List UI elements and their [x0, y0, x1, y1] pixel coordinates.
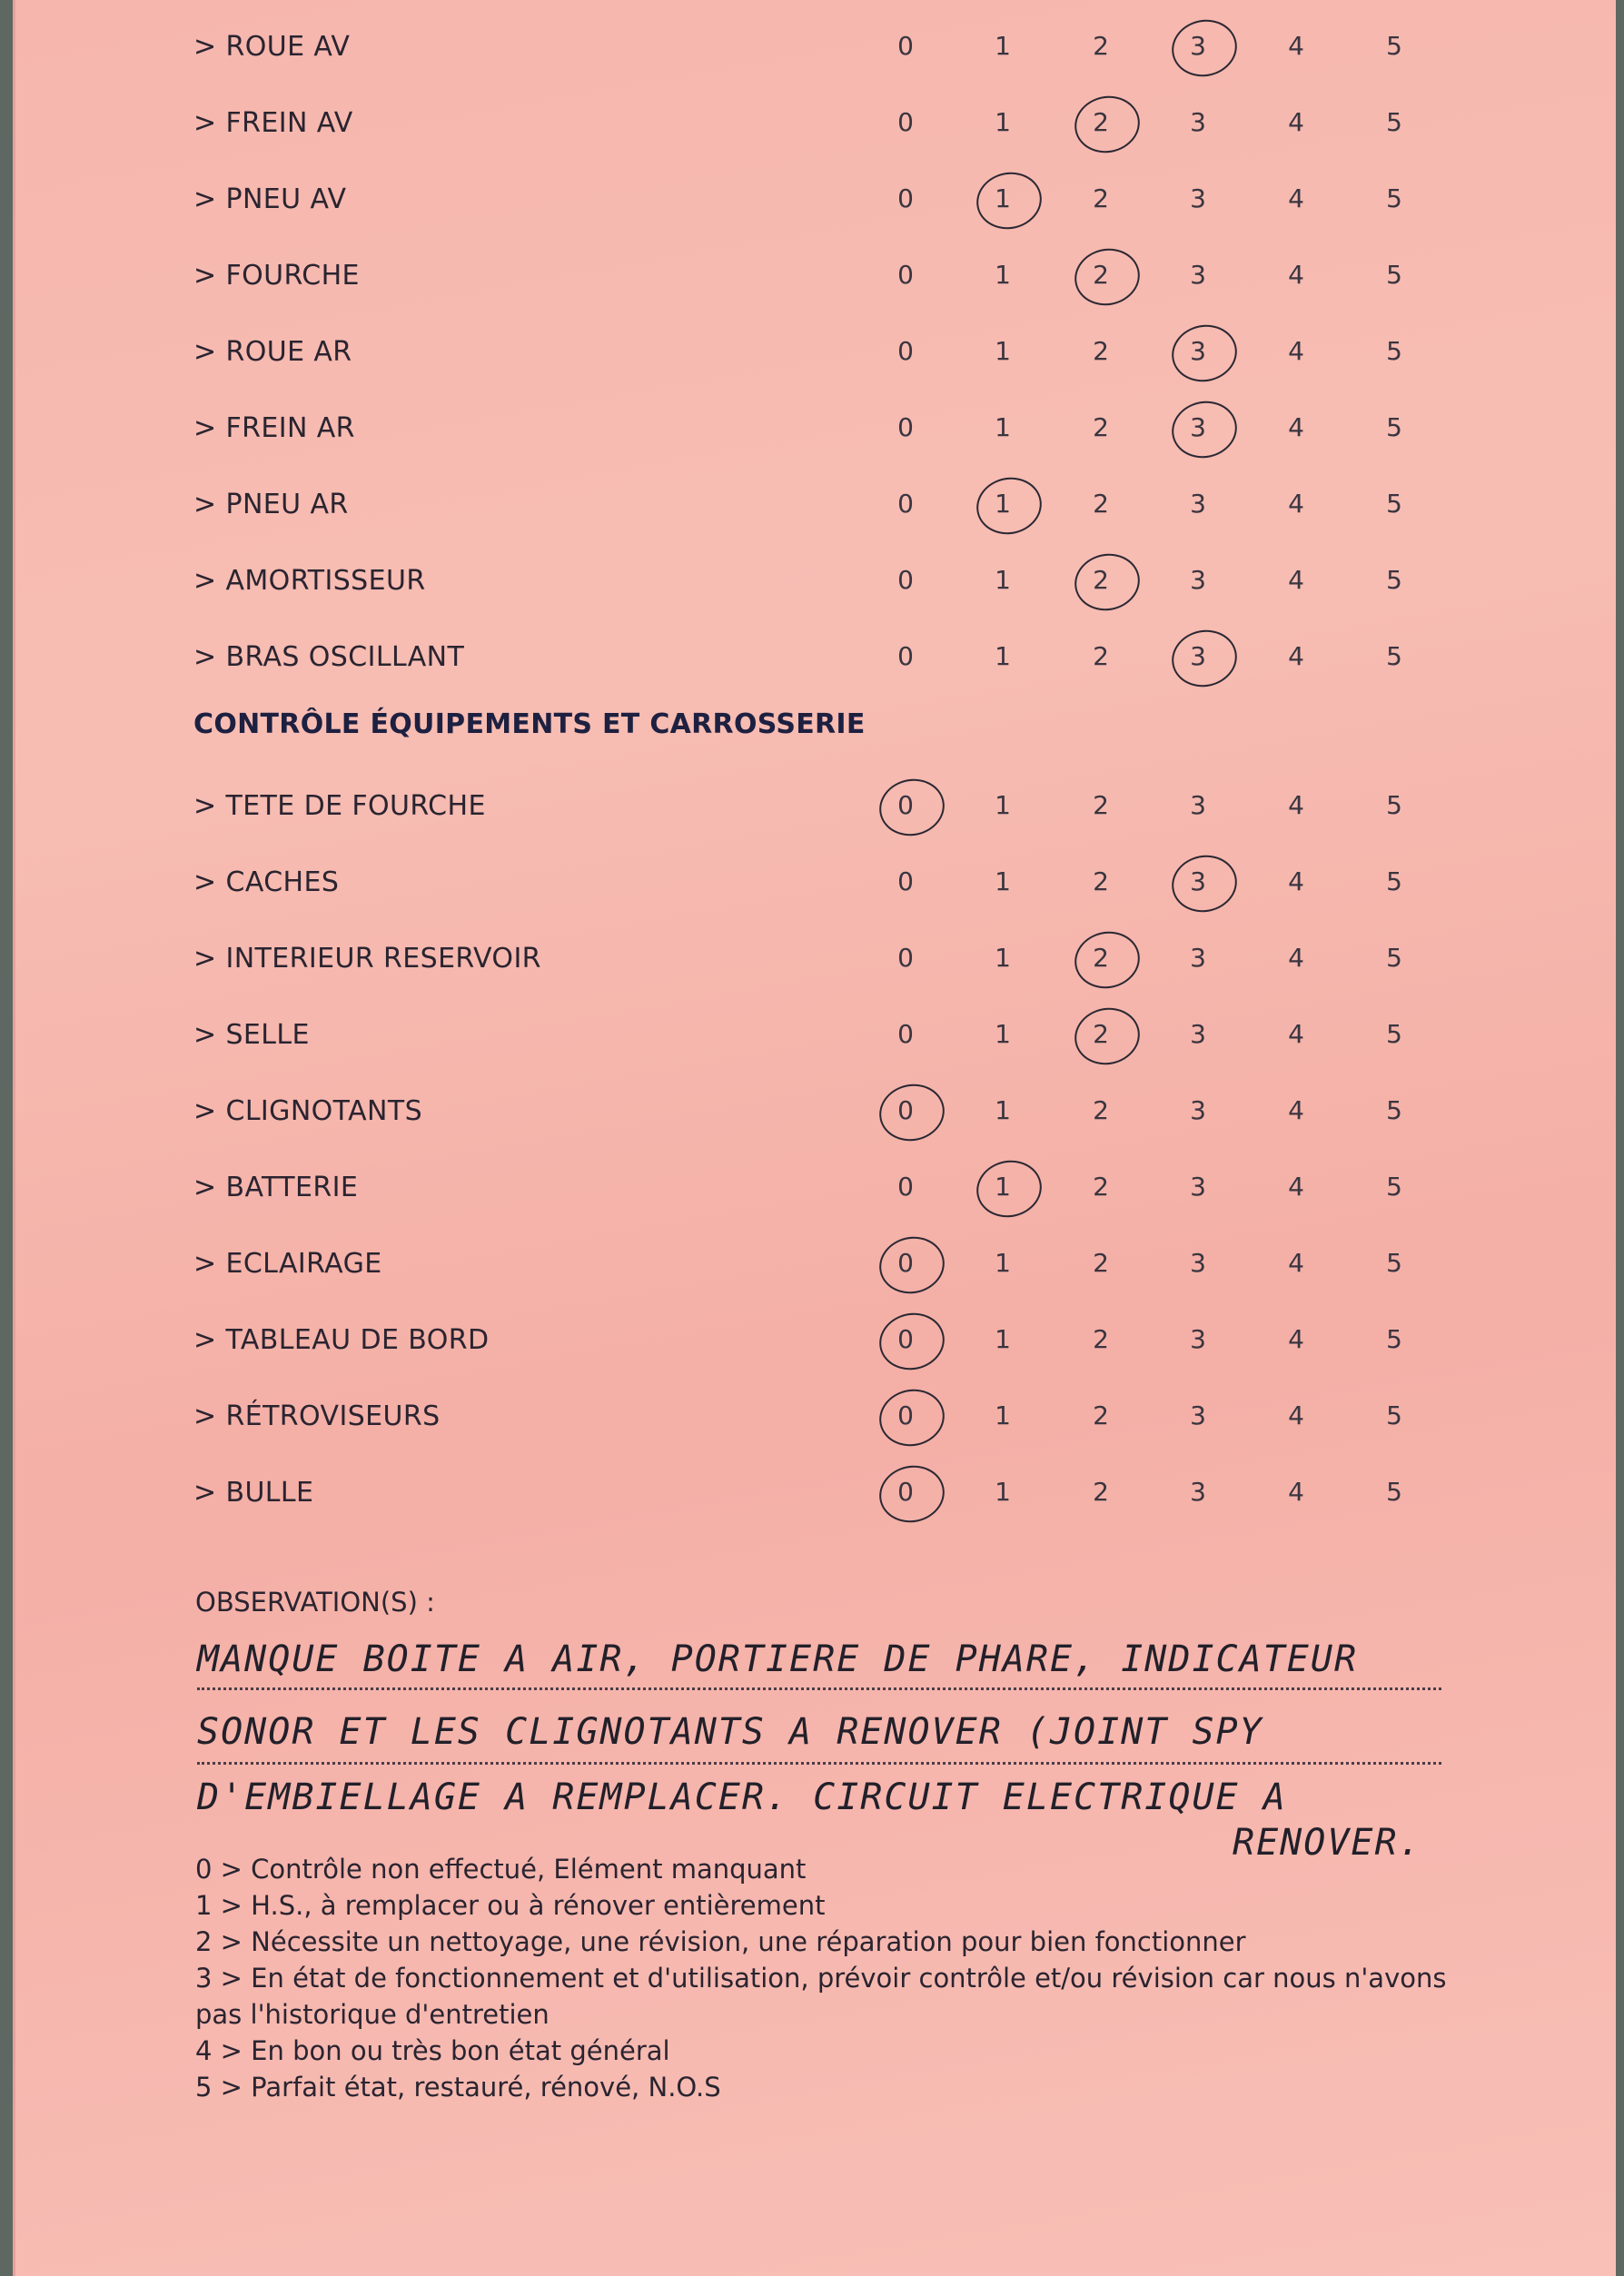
row-label: > ROUE AR	[193, 336, 352, 368]
score-option[interactable]: 4	[1288, 790, 1304, 820]
score-option[interactable]: 4	[1288, 1477, 1304, 1507]
score-option-circled[interactable]: 2	[1074, 1019, 1128, 1049]
score-option-circled[interactable]: 3	[1171, 641, 1225, 671]
score-option-circled[interactable]: 2	[1074, 260, 1128, 290]
legend-0: 0 > Contrôle non effectué, Elément manquant	[195, 1854, 807, 1885]
score-option[interactable]: 5	[1386, 790, 1402, 820]
row-label: > CLIGNOTANTS	[193, 1095, 423, 1127]
score-option[interactable]: 4	[1288, 1324, 1304, 1354]
score-option[interactable]: 2	[1093, 866, 1109, 896]
row-label: > BRAS OSCILLANT	[193, 641, 465, 673]
score-option[interactable]: 4	[1288, 1019, 1304, 1049]
checklist-row	[15, 934, 1616, 988]
checklist-row	[15, 556, 1616, 610]
score-option[interactable]: 4	[1288, 336, 1304, 366]
score-option-circled[interactable]: 1	[975, 489, 1030, 519]
checklist-row	[15, 857, 1616, 912]
row-label: > FREIN AR	[193, 412, 355, 444]
score-option[interactable]: 1	[995, 943, 1011, 973]
score-option[interactable]: 4	[1288, 641, 1304, 671]
dotted-rule-1	[197, 1687, 1441, 1690]
row-label: > FOURCHE	[193, 260, 360, 292]
score-option[interactable]: 5	[1386, 1172, 1402, 1202]
score-option-circled[interactable]: 2	[1074, 565, 1128, 595]
row-label: > ROUE AV	[193, 31, 351, 63]
score-option[interactable]: 2	[1093, 1095, 1109, 1125]
row-label: > FREIN AV	[193, 107, 353, 139]
row-label: > PNEU AR	[193, 489, 349, 520]
checklist-row	[15, 781, 1616, 836]
score-option[interactable]: 2	[1093, 1477, 1109, 1507]
score-option-circled[interactable]: 2	[1074, 107, 1128, 137]
score-option[interactable]: 2	[1093, 641, 1109, 671]
legend-2: 2 > Nécessite un nettoyage, une révision, une réparation pour bien fonctionner	[195, 1926, 1246, 1957]
score-option-circled[interactable]: 0	[878, 1477, 933, 1507]
score-option[interactable]: 5	[1386, 1400, 1402, 1430]
score-option[interactable]: 2	[1093, 790, 1109, 820]
score-option[interactable]: 3	[1190, 1095, 1206, 1125]
score-option[interactable]: 1	[995, 336, 1011, 366]
score-option[interactable]: 5	[1386, 412, 1402, 442]
row-label: > PNEU AV	[193, 183, 347, 215]
score-option-circled[interactable]: 3	[1171, 336, 1225, 366]
score-option[interactable]: 5	[1386, 943, 1402, 973]
score-option[interactable]: 1	[995, 790, 1011, 820]
dotted-rule-2	[197, 1762, 1441, 1765]
score-option[interactable]: 1	[995, 565, 1011, 595]
score-option[interactable]: 0	[897, 943, 914, 973]
score-option[interactable]: 5	[1386, 183, 1402, 213]
score-option[interactable]: 3	[1190, 1172, 1206, 1202]
row-label: > BATTERIE	[193, 1172, 359, 1203]
score-option[interactable]: 2	[1093, 183, 1109, 213]
score-option[interactable]: 4	[1288, 1400, 1304, 1430]
score-option[interactable]: 1	[995, 1019, 1011, 1049]
observation-line-3: D'EMBIELLAGE A REMPLACER. CIRCUIT ELECTRIQUE A	[197, 1776, 1287, 1818]
score-option[interactable]: 5	[1386, 1019, 1402, 1049]
checklist-row	[15, 98, 1616, 153]
score-option[interactable]: 2	[1093, 1324, 1109, 1354]
score-option-circled[interactable]: 3	[1171, 31, 1225, 61]
score-option-circled[interactable]: 0	[878, 1248, 933, 1278]
observation-line-2: SONOR ET LES CLIGNOTANTS A RENOVER (JOINT SPY	[197, 1711, 1263, 1753]
observation-line-1: MANQUE BOITE A AIR, PORTIERE DE PHARE, INDICATEUR	[197, 1638, 1359, 1680]
score-option-circled[interactable]: 3	[1171, 412, 1225, 442]
score-option[interactable]: 4	[1288, 943, 1304, 973]
score-option[interactable]: 5	[1386, 489, 1402, 519]
legend-3: 3 > En état de fonctionnement et d'utilisation, prévoir contrôle et/ou révision car nous n'avons pas l'historique d'entretien	[195, 1963, 1447, 2030]
score-option-circled[interactable]: 0	[878, 790, 933, 820]
score-option[interactable]: 0	[897, 1019, 914, 1049]
score-option[interactable]: 4	[1288, 1172, 1304, 1202]
score-option[interactable]: 5	[1386, 107, 1402, 137]
score-option[interactable]: 3	[1190, 183, 1206, 213]
score-option[interactable]: 2	[1093, 336, 1109, 366]
checklist-row	[15, 251, 1616, 305]
score-option[interactable]: 4	[1288, 31, 1304, 61]
score-option[interactable]: 0	[897, 641, 914, 671]
score-option[interactable]: 3	[1190, 1400, 1206, 1430]
row-label: > TABLEAU DE BORD	[193, 1324, 490, 1356]
score-option[interactable]: 4	[1288, 1248, 1304, 1278]
checklist-row	[15, 1239, 1616, 1293]
score-option[interactable]: 3	[1190, 790, 1206, 820]
score-option[interactable]: 2	[1093, 1400, 1109, 1430]
score-option[interactable]: 5	[1386, 336, 1402, 366]
score-option[interactable]: 1	[995, 1400, 1011, 1430]
checklist-row	[15, 632, 1616, 687]
score-option-circled[interactable]: 0	[878, 1324, 933, 1354]
score-option-circled[interactable]: 2	[1074, 943, 1128, 973]
score-option[interactable]: 5	[1386, 866, 1402, 896]
score-option[interactable]: 0	[897, 412, 914, 442]
score-option[interactable]: 5	[1386, 1324, 1402, 1354]
score-option[interactable]: 0	[897, 489, 914, 519]
score-option[interactable]: 0	[897, 565, 914, 595]
row-label: > RÉTROVISEURS	[193, 1400, 441, 1432]
score-option-circled[interactable]: 1	[975, 1172, 1030, 1202]
score-option-circled[interactable]: 0	[878, 1400, 933, 1430]
score-option[interactable]: 5	[1386, 31, 1402, 61]
legend-1: 1 > H.S., à remplacer ou à rénover entièrement	[195, 1890, 826, 1921]
row-label: > AMORTISSEUR	[193, 565, 426, 597]
score-option[interactable]: 0	[897, 336, 914, 366]
checklist-row	[15, 327, 1616, 381]
checklist-row	[15, 1391, 1616, 1446]
score-option[interactable]: 3	[1190, 1019, 1206, 1049]
section-title: CONTRÔLE ÉQUIPEMENTS ET CARROSSERIE	[193, 708, 866, 740]
score-option[interactable]: 4	[1288, 107, 1304, 137]
score-option[interactable]: 5	[1386, 260, 1402, 290]
row-label: > TETE DE FOURCHE	[193, 790, 486, 822]
score-option[interactable]: 5	[1386, 565, 1402, 595]
score-option[interactable]: 1	[995, 31, 1011, 61]
checklist-row	[15, 1086, 1616, 1141]
score-option[interactable]: 0	[897, 1172, 914, 1202]
score-option[interactable]: 3	[1190, 565, 1206, 595]
score-option[interactable]: 3	[1190, 1248, 1206, 1278]
checklist-row	[15, 403, 1616, 458]
score-option[interactable]: 5	[1386, 1477, 1402, 1507]
score-option[interactable]: 3	[1190, 107, 1206, 137]
score-option[interactable]: 5	[1386, 1095, 1402, 1125]
checklist-row	[15, 22, 1616, 76]
row-label: > BULLE	[193, 1477, 314, 1509]
score-option[interactable]: 3	[1190, 943, 1206, 973]
score-option[interactable]: 0	[897, 260, 914, 290]
row-label: > SELLE	[193, 1019, 310, 1051]
checklist-row	[15, 174, 1616, 229]
score-option[interactable]: 4	[1288, 1095, 1304, 1125]
row-label: > INTERIEUR RESERVOIR	[193, 943, 541, 975]
score-option[interactable]: 1	[995, 1248, 1011, 1278]
score-option[interactable]: 3	[1190, 489, 1206, 519]
score-option[interactable]: 4	[1288, 260, 1304, 290]
score-option[interactable]: 0	[897, 866, 914, 896]
score-option[interactable]: 2	[1093, 31, 1109, 61]
legend-5: 5 > Parfait état, restauré, rénové, N.O.S	[195, 2072, 721, 2103]
observations-label: OBSERVATION(S) :	[195, 1587, 435, 1618]
score-option-circled[interactable]: 1	[975, 183, 1030, 213]
score-option[interactable]: 4	[1288, 866, 1304, 896]
checklist-row	[15, 1010, 1616, 1064]
score-option[interactable]: 4	[1288, 412, 1304, 442]
row-label: > ECLAIRAGE	[193, 1248, 382, 1280]
observation-line-4: RENOVER.	[1233, 1822, 1422, 1864]
score-option[interactable]: 4	[1288, 565, 1304, 595]
checklist-row	[15, 1163, 1616, 1217]
score-option[interactable]: 1	[995, 1324, 1011, 1354]
score-option[interactable]: 2	[1093, 489, 1109, 519]
score-option[interactable]: 3	[1190, 260, 1206, 290]
checklist-row	[15, 480, 1616, 534]
score-option[interactable]: 4	[1288, 489, 1304, 519]
score-option[interactable]: 1	[995, 1095, 1011, 1125]
score-option[interactable]: 4	[1288, 183, 1304, 213]
score-option[interactable]: 1	[995, 1477, 1011, 1507]
score-option[interactable]: 0	[897, 107, 914, 137]
score-option[interactable]: 2	[1093, 1172, 1109, 1202]
score-option[interactable]: 5	[1386, 641, 1402, 671]
score-option[interactable]: 0	[897, 31, 914, 61]
checklist-row	[15, 1315, 1616, 1370]
score-option[interactable]: 3	[1190, 1477, 1206, 1507]
score-option[interactable]: 1	[995, 107, 1011, 137]
inspection-sheet	[13, 0, 1616, 2276]
score-option[interactable]: 0	[897, 183, 914, 213]
score-option[interactable]: 2	[1093, 412, 1109, 442]
row-label: > CACHES	[193, 866, 340, 898]
score-option[interactable]: 1	[995, 412, 1011, 442]
score-option[interactable]: 1	[995, 641, 1011, 671]
score-option[interactable]: 2	[1093, 1248, 1109, 1278]
score-option[interactable]: 1	[995, 260, 1011, 290]
checklist-row	[15, 1468, 1616, 1522]
score-option[interactable]: 5	[1386, 1248, 1402, 1278]
score-option-circled[interactable]: 0	[878, 1095, 933, 1125]
legend-4: 4 > En bon ou très bon état général	[195, 2035, 670, 2066]
score-option-circled[interactable]: 3	[1171, 866, 1225, 896]
score-option[interactable]: 3	[1190, 1324, 1206, 1354]
score-option[interactable]: 1	[995, 866, 1011, 896]
